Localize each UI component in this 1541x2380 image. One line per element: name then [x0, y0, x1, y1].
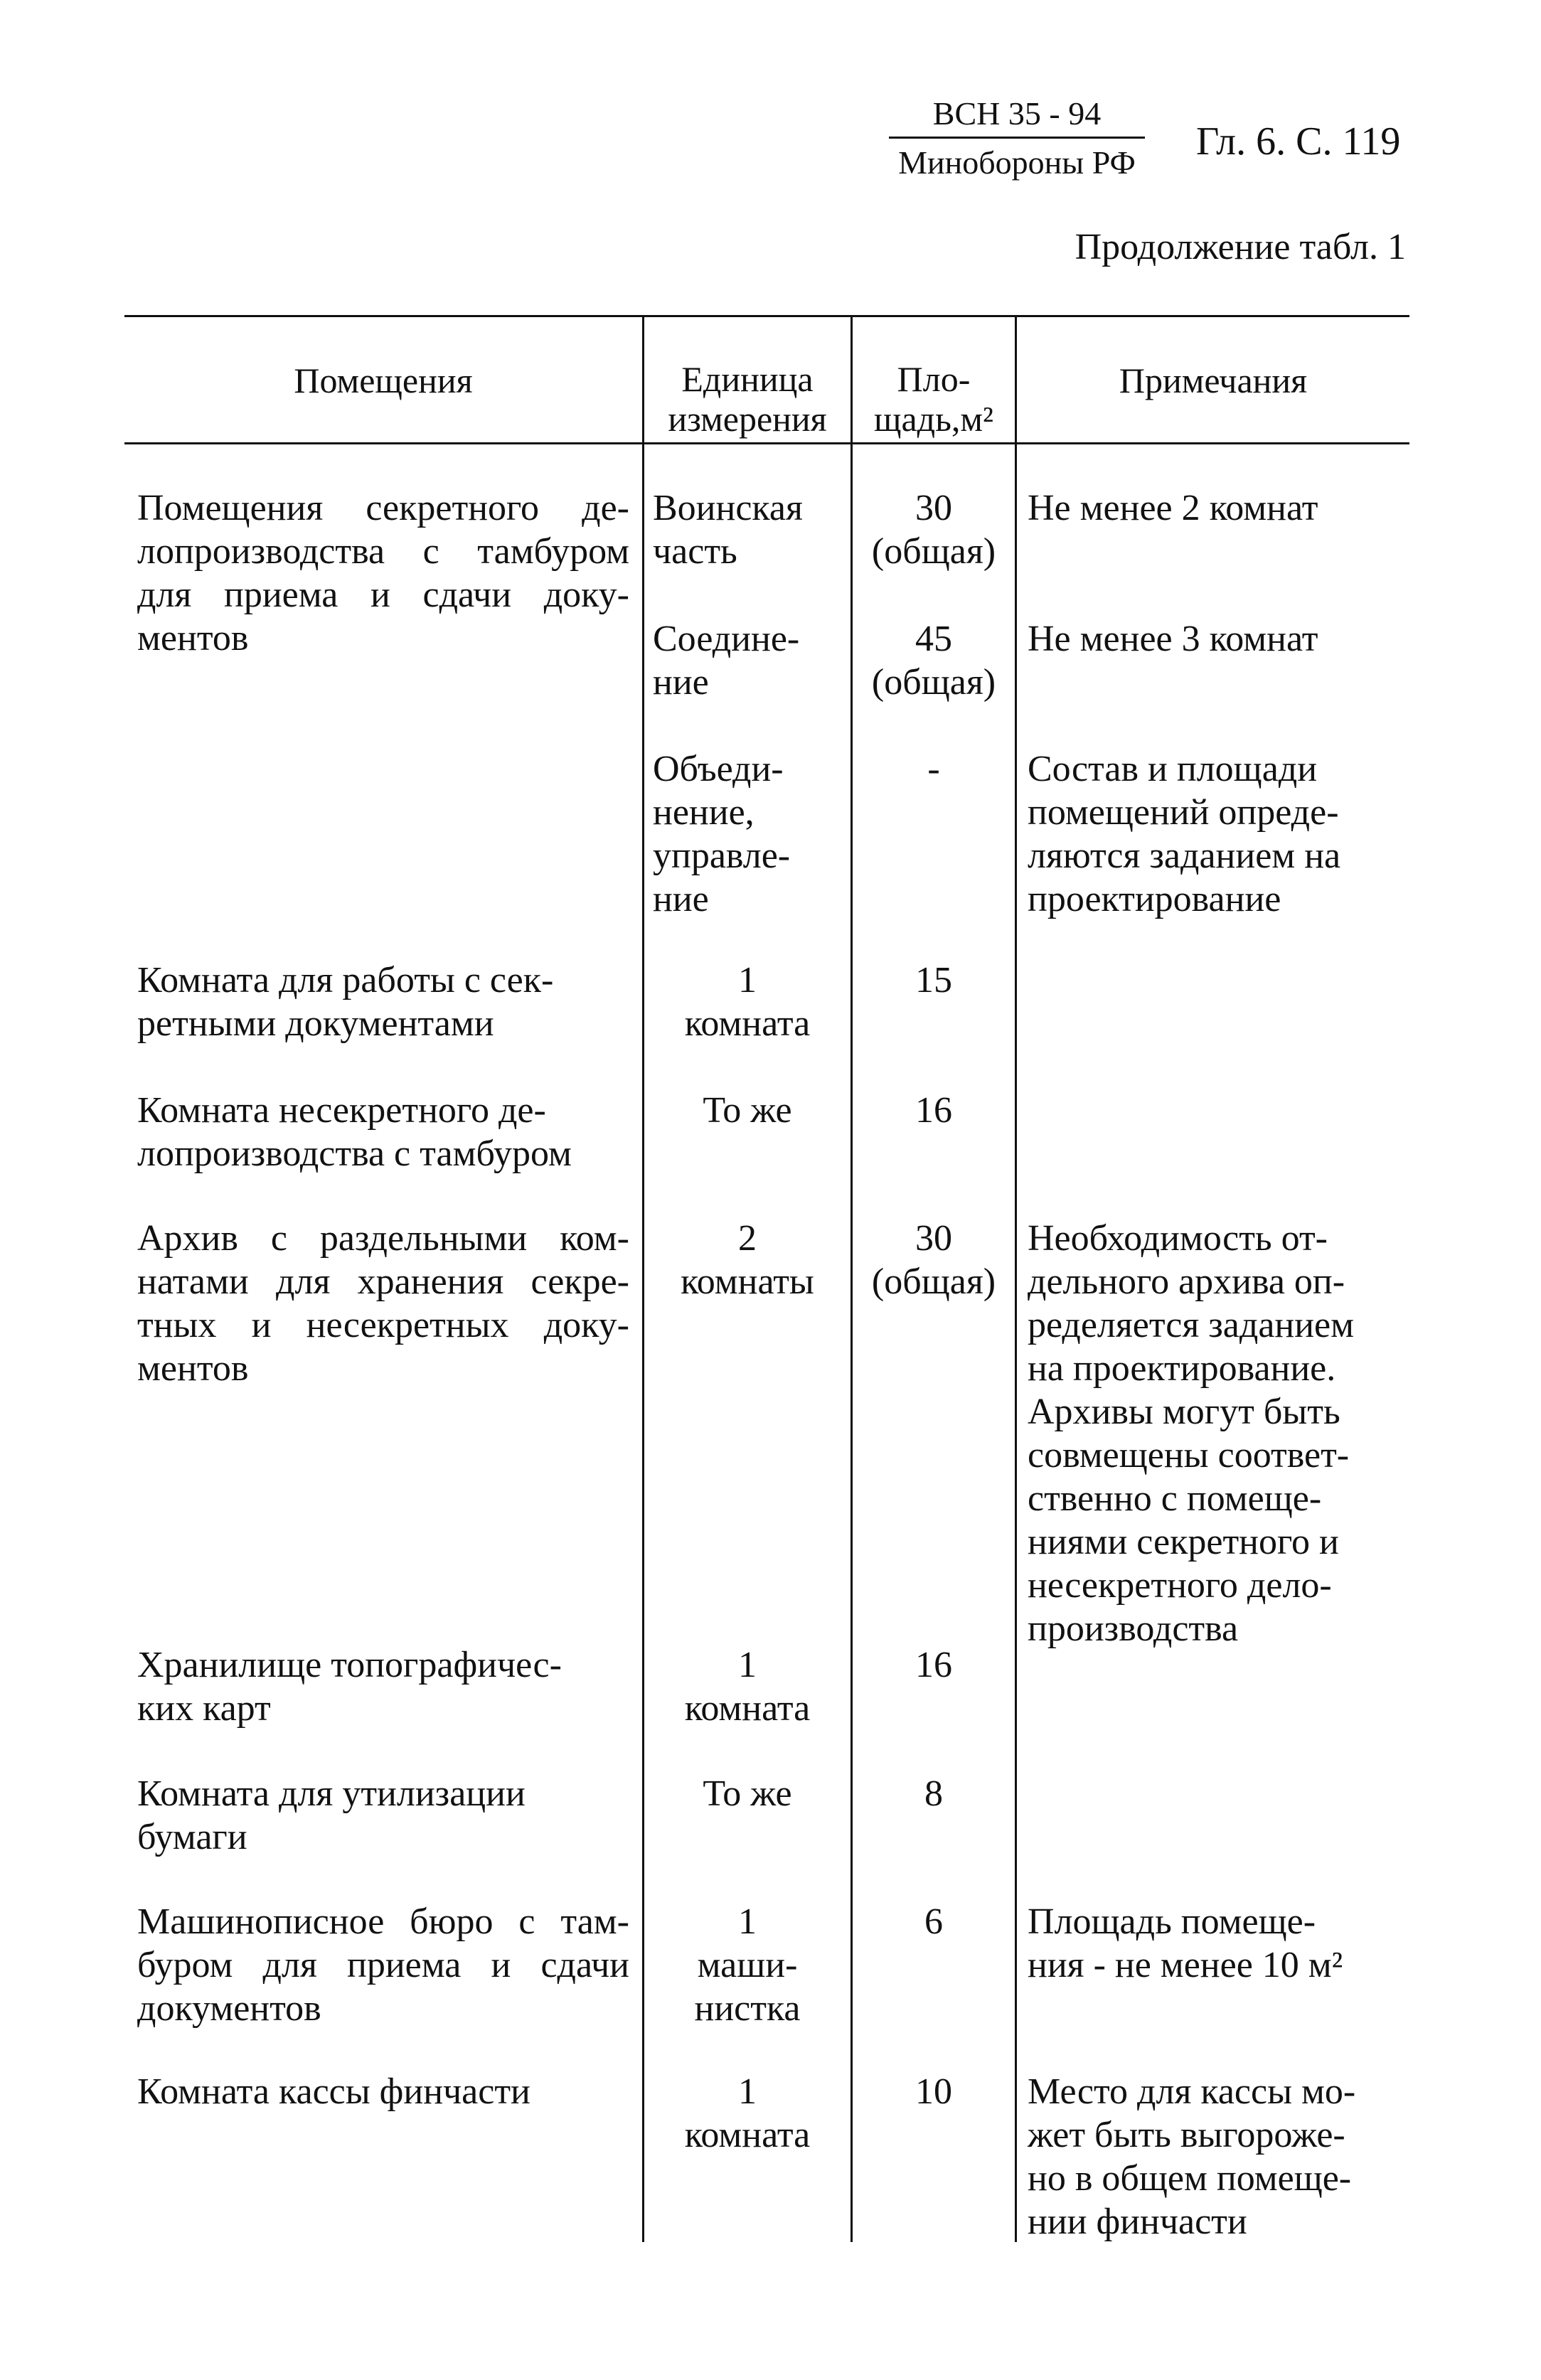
- area-value: 10: [915, 2071, 952, 2112]
- area-value: 15: [915, 960, 952, 1000]
- room-name: Комната несекретного де- лопроизводства с тамбуром: [137, 1090, 572, 1174]
- table-header-rule: [124, 442, 1409, 444]
- unit-value: 1 комната: [684, 1645, 811, 1729]
- header-rooms: Помещения: [294, 361, 473, 400]
- area-value: 30 (общая): [871, 1218, 996, 1302]
- unit-value: То же: [703, 1090, 792, 1131]
- room-name: Комната для работы с сек- ретными документами: [137, 960, 554, 1044]
- unit-value: 1 комната: [684, 960, 811, 1044]
- area-value: 16: [915, 1645, 952, 1685]
- room-name: Хранилище топографичес- ких карт: [137, 1645, 562, 1729]
- area-value: 30 (общая): [871, 488, 996, 572]
- unit-value: Соедине- ние: [653, 619, 800, 703]
- chapter-page: Гл. 6. С. 119: [1196, 119, 1401, 164]
- area-value: 8: [924, 1773, 943, 1814]
- table-top-rule: [124, 315, 1409, 317]
- unit-value: Воинская часть: [653, 488, 803, 572]
- note-text: Место для кассы мо- жет быть выгороже- но в общем помеще- нии финчасти: [1028, 2071, 1356, 2242]
- area-value: 45 (общая): [871, 619, 996, 703]
- room-name: Архив с раздельными ком- натами для хранения секре- тных и несекретных доку- ментов: [137, 1218, 629, 1389]
- area-value: 16: [915, 1090, 952, 1131]
- header-area: Пло- щадь,м²: [873, 359, 994, 439]
- document-code: [889, 92, 1145, 184]
- doc-code-divider: [889, 137, 1145, 139]
- area-value: -: [927, 749, 940, 789]
- unit-value: 2 комнаты: [681, 1218, 814, 1302]
- doc-organization: Минобороны РФ: [898, 144, 1136, 181]
- note-text: Не менее 3 комнат: [1028, 619, 1318, 659]
- unit-value: То же: [703, 1773, 792, 1814]
- unit-value: 1 маши- нистка: [694, 1901, 801, 2029]
- unit-value: Объеди- нение, управле- ние: [653, 749, 791, 919]
- room-name: Комната для утилизации бумаги: [137, 1773, 526, 1857]
- note-text: Не менее 2 комнат: [1028, 488, 1318, 528]
- doc-number: ВСН 35 - 94: [932, 95, 1102, 132]
- area-value: 6: [924, 1901, 943, 1942]
- room-name: Комната кассы финчасти: [137, 2071, 530, 2112]
- note-text: Площадь помеще- ния - не менее 10 м²: [1028, 1901, 1343, 1985]
- room-name: Помещения секретного де- лопроизводства с тамбуром для приема и сдачи доку- ментов: [137, 488, 629, 658]
- header-notes: Примечания: [1119, 361, 1308, 400]
- column-divider-3: [1015, 315, 1017, 2242]
- room-name: Машинописное бюро с там- буром для приема и сдачи документов: [137, 1901, 629, 2029]
- note-text: Необходимость от- дельного архива оп- ределяется заданием на проектирование. Архивы могут быть совмещены соответ- ственно с помеще- ниями секретного и несекретного дело- производства: [1028, 1218, 1355, 1649]
- unit-value: 1 комната: [684, 2071, 811, 2155]
- note-text: Состав и площади помещений опреде- ляются заданием на проектирование: [1028, 749, 1341, 919]
- table-continuation: Продолжение табл. 1: [1075, 227, 1406, 267]
- header-unit: Единица измерения: [668, 359, 827, 439]
